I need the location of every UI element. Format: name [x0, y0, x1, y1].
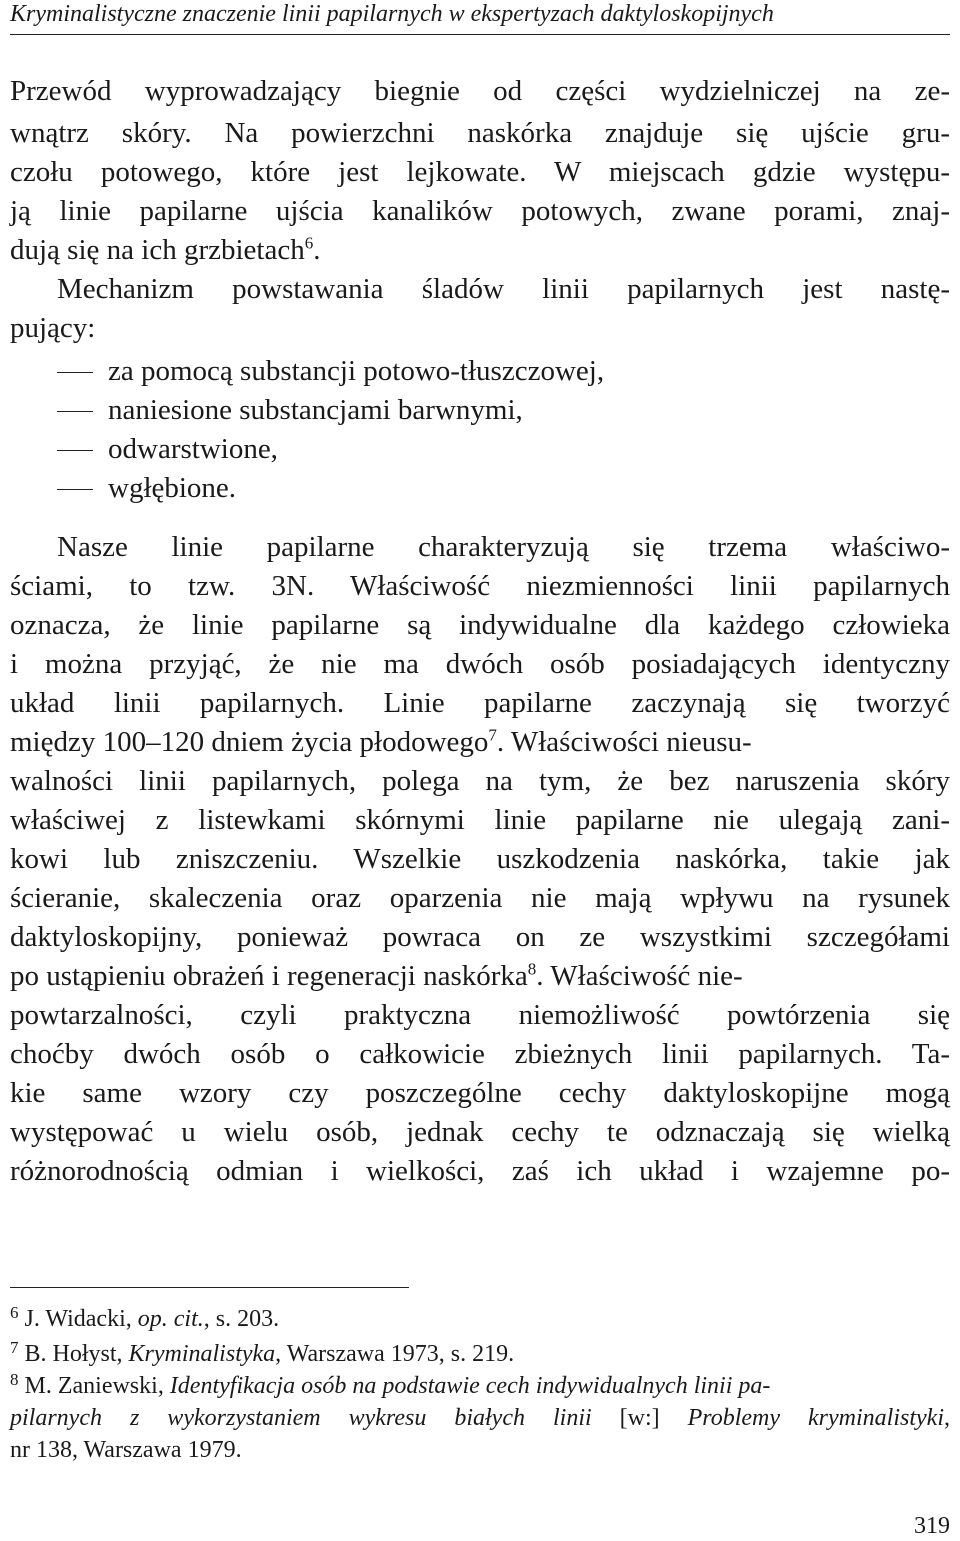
footnote-number: 6	[10, 1303, 19, 1322]
text-line: właściwej z listewkami skórnymi linie papilarne nie ulegają zani-	[10, 804, 950, 836]
footnote-8: $^8$ M. Zaniewski, Identyfikacja osób na podstawie cech indywidualnych linii pa-	[10, 1370, 771, 1399]
page-number: 319	[914, 1513, 950, 1539]
footnote-8-end: nr 138, Warszawa 1979.	[10, 1437, 242, 1463]
dash-marker	[57, 372, 93, 373]
text-line: układ linii papilarnych. Linie papilarne zaczynają się tworzyć	[10, 687, 950, 719]
text-line: pujący:	[10, 312, 96, 344]
dash-marker	[57, 450, 93, 451]
dash-marker	[57, 489, 93, 490]
footnote-number: 7	[10, 1338, 19, 1357]
text-line: ściami, to tzw. 3N. Właściwość niezmienności linii papilarnych	[10, 570, 950, 602]
list-item: za pomocą substancji potowo-tłuszczowej,	[108, 355, 605, 387]
dash-marker	[57, 411, 93, 412]
text-line: czołu potowego, które jest lejkowate. W miejscach gdzie występu-	[10, 156, 950, 188]
text-line: dują się na ich grzbietach$^6$.	[10, 233, 321, 266]
footnote-8-cont: pilarnych z wykorzystaniem wykresu białych linii [w:] Problemy kryminalistyki,	[10, 1405, 950, 1431]
list-item: wgłębione.	[108, 472, 237, 504]
list-item: naniesione substancjami barwnymi,	[108, 394, 523, 426]
text-line: walności linii papilarnych, polega na tym, że bez naruszenia skóry	[10, 765, 950, 797]
text-line: wnątrz skóry. Na powierzchni naskórka znajduje się ujście gru-	[10, 117, 950, 149]
footnote-ref: 8	[527, 959, 537, 979]
text-line: między 100–120 dniem życia płodowego$^7$. Właściwości nieusu-	[10, 725, 752, 758]
text-line: kowi lub zniszczeniu. Wszelkie uszkodzenia naskórka, takie jak	[10, 843, 950, 875]
footnote-rule	[10, 1287, 409, 1288]
running-head: Kryminalistyczne znaczenie linii papilarnych w ekspertyzach daktyloskopijnych	[10, 0, 950, 35]
footnote-ref: 7	[488, 725, 497, 745]
text-line: choćby dwóch osób o całkowicie zbieżnych linii papilarnych. Ta-	[10, 1038, 950, 1070]
text-line: różnorodnością odmian i wielkości, zaś ich układ i wzajemne po-	[10, 1155, 950, 1187]
text-line: oznacza, że linie papilarne są indywidualne dla każdego człowieka	[10, 609, 950, 641]
text-line: daktyloskopijny, ponieważ powraca on ze wszystkimi szczegółami	[10, 921, 950, 953]
footnote-7: $^7$ B. Hołyst, Kryminalistyka, Warszawa 1973, s. 219.	[10, 1338, 515, 1367]
footnote-ref: 6	[304, 233, 314, 253]
text-line: Mechanizm powstawania śladów linii papilarnych jest nastę-	[57, 273, 950, 305]
text-line: kie same wzory czy poszczególne cechy daktyloskopijne mogą	[10, 1077, 950, 1109]
footnote-number: 8	[10, 1370, 19, 1389]
text-line: i można przyjąć, że nie ma dwóch osób posiadających identyczny	[10, 648, 950, 680]
text-line: występować u wielu osób, jednak cechy te odznaczają się wielką	[10, 1116, 950, 1148]
list-item: odwarstwione,	[108, 433, 278, 465]
text-line: ją linie papilarne ujścia kanalików potowych, zwane porami, znaj-	[10, 195, 950, 227]
text-line: Przewód wyprowadzający biegnie od części wydzielniczej na ze-	[10, 75, 950, 107]
text-line: po ustąpieniu obrażeń i regeneracji naskórka$^8$. Właściwość nie-	[10, 959, 743, 992]
footnote-6: $^6$ J. Widacki, op. cit., s. 203.	[10, 1303, 280, 1332]
text-line: powtarzalności, czyli praktyczna niemożliwość powtórzenia się	[10, 999, 950, 1031]
text-line: ścieranie, skaleczenia oraz oparzenia nie mają wpływu na rysunek	[10, 882, 950, 914]
text-line: Nasze linie papilarne charakteryzują się trzema właściwo-	[57, 531, 950, 563]
